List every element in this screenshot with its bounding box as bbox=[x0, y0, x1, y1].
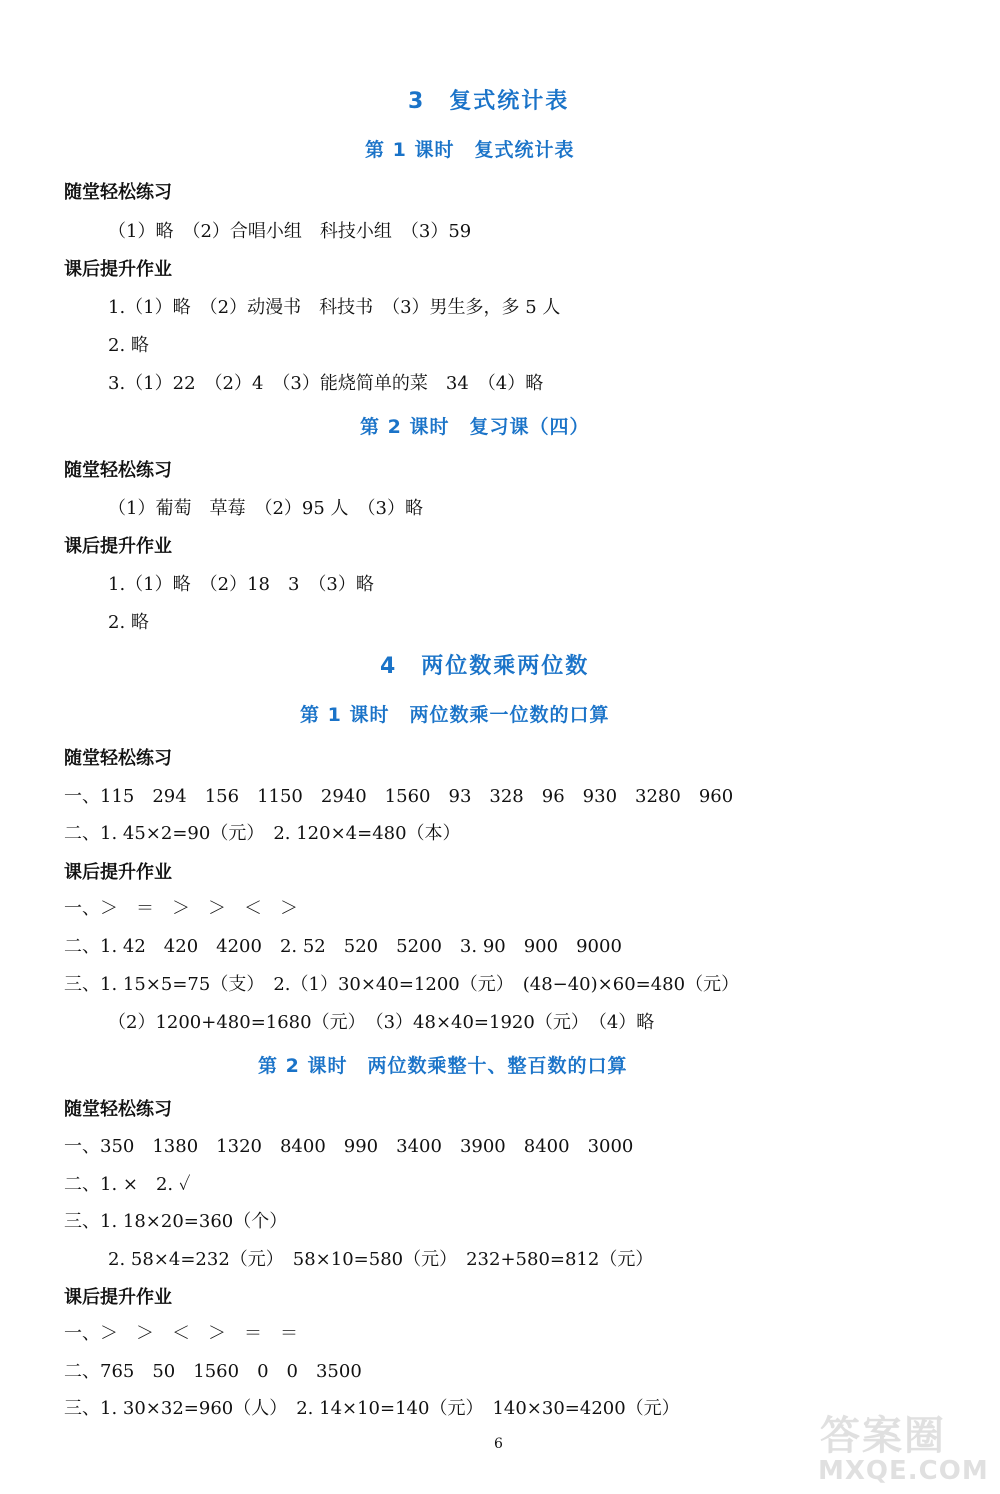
u3-lesson-1-title: 第 1 课时 复式统计表 bbox=[365, 139, 575, 161]
u4-l1-practice-line-1: 一、115 294 156 1150 2940 1560 93 328 96 930 3280 960 bbox=[64, 786, 734, 807]
u4-l1-homework-line-3: 三、1. 15×5=75（支） 2.（1）30×40=1200（元） (48−40)×60=480（元） bbox=[64, 974, 740, 995]
u3-l2-homework-line-1: 1.（1）略 （2）18 3 （3）略 bbox=[108, 574, 374, 595]
u4-l2-homework-line-2: 二、765 50 1560 0 0 3500 bbox=[64, 1361, 362, 1382]
u4-l2-practice-line-4: 2. 58×4=232（元） 58×10=580（元） 232+580=812（元） bbox=[108, 1249, 654, 1270]
watermark-top-text: 答案圈 bbox=[820, 1413, 946, 1459]
u4-l1-homework-heading: 课后提升作业 bbox=[64, 862, 172, 883]
u4-l1-homework-line-1: 一、＞ ＝ ＞ ＞ ＜ ＞ bbox=[64, 898, 298, 919]
u3-l1-homework-line-1: 1.（1）略 （2）动漫书 科技书 （3）男生多，多 5 人 bbox=[108, 297, 561, 318]
watermark-bottom-text: MXQE.COM bbox=[818, 1456, 989, 1486]
u4-l2-homework-line-1: 一、＞ ＞ ＜ ＞ ＝ ＝ bbox=[64, 1323, 298, 1344]
u4-lesson-2-title: 第 2 课时 两位数乘整十、整百数的口算 bbox=[258, 1055, 628, 1077]
page-number: 6 bbox=[494, 1436, 503, 1452]
u3-l1-homework-line-2: 2. 略 bbox=[108, 335, 149, 356]
u3-l2-practice-heading: 随堂轻松练习 bbox=[64, 460, 172, 481]
u3-l1-practice-line-1: （1）略 （2）合唱小组 科技小组 （3）59 bbox=[108, 221, 472, 242]
u4-l1-homework-line-4: （2）1200+480=1680（元） （3）48×40=1920（元） （4）略 bbox=[108, 1012, 655, 1033]
u4-l2-homework-line-3: 三、1. 30×32=960（人） 2. 14×10=140（元） 140×30=4200（元） bbox=[64, 1398, 680, 1419]
u3-l1-homework-line-3: 3.（1）22 （2）4 （3）能烧简单的菜 34 （4）略 bbox=[108, 373, 544, 394]
u3-l2-homework-line-2: 2. 略 bbox=[108, 612, 149, 633]
u4-l2-practice-line-1: 一、350 1380 1320 8400 990 3400 3900 8400 3000 bbox=[64, 1136, 634, 1157]
u4-l1-homework-line-2: 二、1. 42 420 4200 2. 52 520 5200 3. 90 900 9000 bbox=[64, 936, 622, 957]
u4-l2-practice-heading: 随堂轻松练习 bbox=[64, 1099, 172, 1120]
u3-l2-homework-heading: 课后提升作业 bbox=[64, 536, 172, 557]
u4-l2-homework-heading: 课后提升作业 bbox=[64, 1287, 172, 1308]
u3-lesson-2-title: 第 2 课时 复习课（四） bbox=[360, 416, 590, 438]
u3-l1-practice-heading: 随堂轻松练习 bbox=[64, 182, 172, 203]
unit-4-title: 4 两位数乘两位数 bbox=[380, 654, 590, 679]
u4-lesson-1-title: 第 1 课时 两位数乘一位数的口算 bbox=[300, 704, 610, 726]
u4-l1-practice-line-2: 二、1. 45×2=90（元） 2. 120×4=480（本） bbox=[64, 823, 461, 844]
u4-l1-practice-heading: 随堂轻松练习 bbox=[64, 748, 172, 769]
u4-l2-practice-line-3: 三、1. 18×20=360（个） bbox=[64, 1211, 288, 1232]
watermark-logo bbox=[800, 1400, 1000, 1494]
u3-l1-homework-heading: 课后提升作业 bbox=[64, 259, 172, 280]
u3-l2-practice-line-1: （1）葡萄 草莓 （2）95 人 （3）略 bbox=[108, 498, 423, 519]
u4-l2-practice-line-2: 二、1. × 2. ✓ bbox=[64, 1174, 191, 1195]
unit-3-title: 3 复式统计表 bbox=[408, 89, 570, 114]
